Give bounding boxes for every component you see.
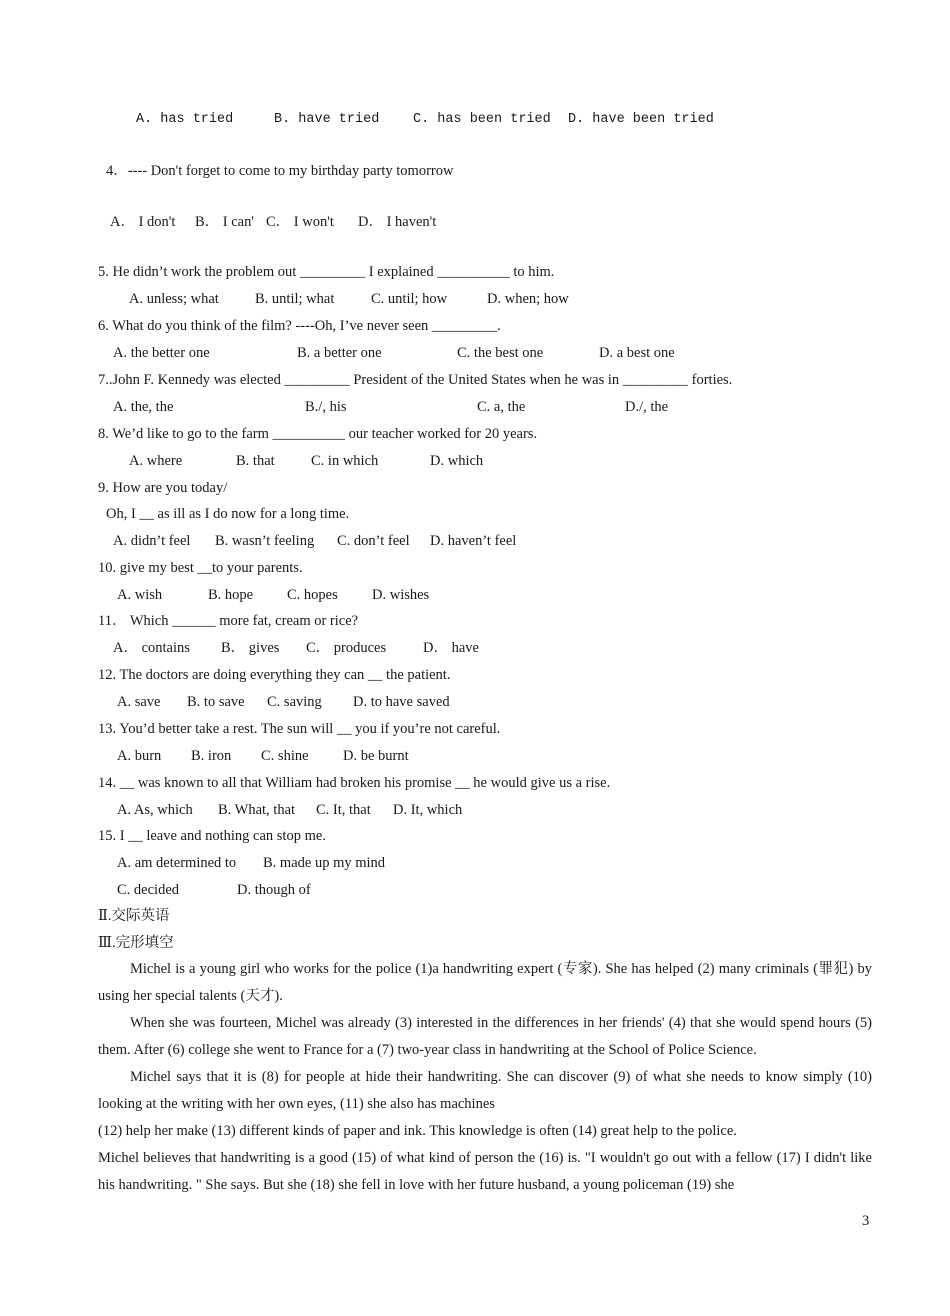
option: A． contains: [113, 640, 190, 656]
question-stem: 9. How are you today/: [98, 480, 228, 496]
option: A. didn’t feel: [113, 533, 191, 549]
question-stem: 15. I __ leave and nothing can stop me.: [98, 828, 326, 844]
option: B. until; what: [255, 291, 335, 307]
question-stem: 8. We’d like to go to the farm __________ our teacher worked for 20 years.: [98, 426, 538, 442]
option: D. when; how: [487, 291, 569, 307]
option: D. It, which: [393, 802, 463, 818]
question-stem: 7..John F. Kennedy was elected _________ President of the United States when he was in _________ forties.: [98, 372, 733, 388]
option: D. haven’t feel: [430, 533, 517, 549]
option: B. iron: [191, 748, 232, 764]
q3-option-a: A. has tried: [136, 112, 234, 127]
option: B． gives: [221, 640, 280, 656]
option: D. wishes: [372, 587, 430, 603]
question-stem: 4．---- Don't forget to come to my birthday party tomorrow: [106, 163, 454, 179]
option: C. in which: [311, 453, 379, 469]
option: B. to save: [187, 694, 245, 710]
passage-paragraph-2: When she was fourteen, Michel was already (3) interested in the differences in her friends' (4) that she would spend hours (5) them. After (6) college she went to France for a (7) two-year class in handwriting at the School of Police Science.: [98, 1015, 872, 1058]
option: B. hope: [208, 587, 254, 603]
option: C. until; how: [371, 291, 448, 307]
option: C. hopes: [287, 587, 338, 603]
option: C. saving: [267, 694, 322, 710]
passage-paragraph-3-cont: (12) help her make (13) different kinds of paper and ink. This knowledge is often (14) great help to the police.: [98, 1123, 737, 1139]
page-number: 3: [862, 1213, 870, 1229]
option: D. a best one: [599, 345, 675, 361]
option: A． I don't: [110, 214, 176, 230]
option: B. What, that: [218, 802, 296, 818]
question-stem-line2: Oh, I __ as ill as I do now for a long time.: [106, 506, 350, 522]
option: D./, the: [625, 399, 669, 415]
option: B． I can': [195, 214, 254, 230]
option: D． I haven't: [358, 214, 437, 230]
q3-option-d: D. have been tried: [568, 112, 714, 127]
passage-paragraph-4: Michel believes that handwriting is a good (15) of what kind of person the (16) is. "I wouldn't go out with a fellow (17) I didn't like his handwriting. " She says. But she (18) she fell in love with her future husband, a young policeman (19) she: [98, 1150, 872, 1193]
option: A. the, the: [113, 399, 174, 415]
option: A. where: [129, 453, 183, 469]
question-stem: 14. __ was known to all that William had broken his promise __ he would give us a rise.: [98, 775, 611, 791]
option: A. the better one: [113, 345, 210, 361]
option: A. burn: [117, 748, 162, 764]
option: A. save: [117, 694, 161, 710]
question-stem: 5. He didn’t work the problem out _________ I explained __________ to him.: [98, 264, 555, 280]
option: B. made up my mind: [263, 855, 386, 871]
q3-option-c: C. has been tried: [413, 112, 551, 127]
question-stem: 12. The doctors are doing everything they can __ the patient.: [98, 667, 451, 683]
option: C． produces: [306, 640, 387, 656]
question-stem: 13. You’d better take a rest. The sun will __ you if you’re not careful.: [98, 721, 501, 737]
option: A. unless; what: [129, 291, 219, 307]
option: A. As, which: [117, 802, 193, 818]
option: C． I won't: [266, 214, 334, 230]
option: B. wasn’t feeling: [215, 533, 315, 549]
passage-paragraph-3: Michel says that it is (8) for people at hide their handwriting. She can discover (9) of what she needs to know simply (10) looking at the writing with her own eyes, (11) she also has machines: [98, 1069, 872, 1112]
option: D. be burnt: [343, 748, 409, 764]
option: B./, his: [305, 399, 347, 415]
option: A. am determined to: [117, 855, 237, 871]
question-stem: 6. What do you think of the film? ----Oh, I’ve never seen _________.: [98, 318, 501, 334]
option: C. It, that: [316, 802, 371, 818]
question-stem: 11． Which ______ more fat, cream or rice?: [98, 613, 359, 629]
option: D． have: [423, 640, 479, 656]
option: D. to have saved: [353, 694, 450, 710]
option: C. the best one: [457, 345, 544, 361]
option: C. decided: [117, 882, 180, 898]
question-stem: 10. give my best __to your parents.: [98, 560, 303, 576]
option: A. wish: [117, 587, 163, 603]
section-heading-3: Ⅲ.完形填空: [98, 935, 174, 951]
option: D. which: [430, 453, 484, 469]
section-heading-2: Ⅱ.交际英语: [98, 908, 170, 924]
option: C. don’t feel: [337, 533, 410, 549]
option: C. a, the: [477, 399, 526, 415]
option: B. a better one: [297, 345, 382, 361]
q3-option-b: B. have tried: [274, 112, 380, 127]
option: C. shine: [261, 748, 309, 764]
option: D. though of: [237, 882, 311, 898]
option: B. that: [236, 453, 275, 469]
passage-paragraph-1: Michel is a young girl who works for the police (1)a handwriting expert (专家). She has helped (2) many criminals (罪犯) by using her special talents (天才).: [98, 961, 872, 1004]
